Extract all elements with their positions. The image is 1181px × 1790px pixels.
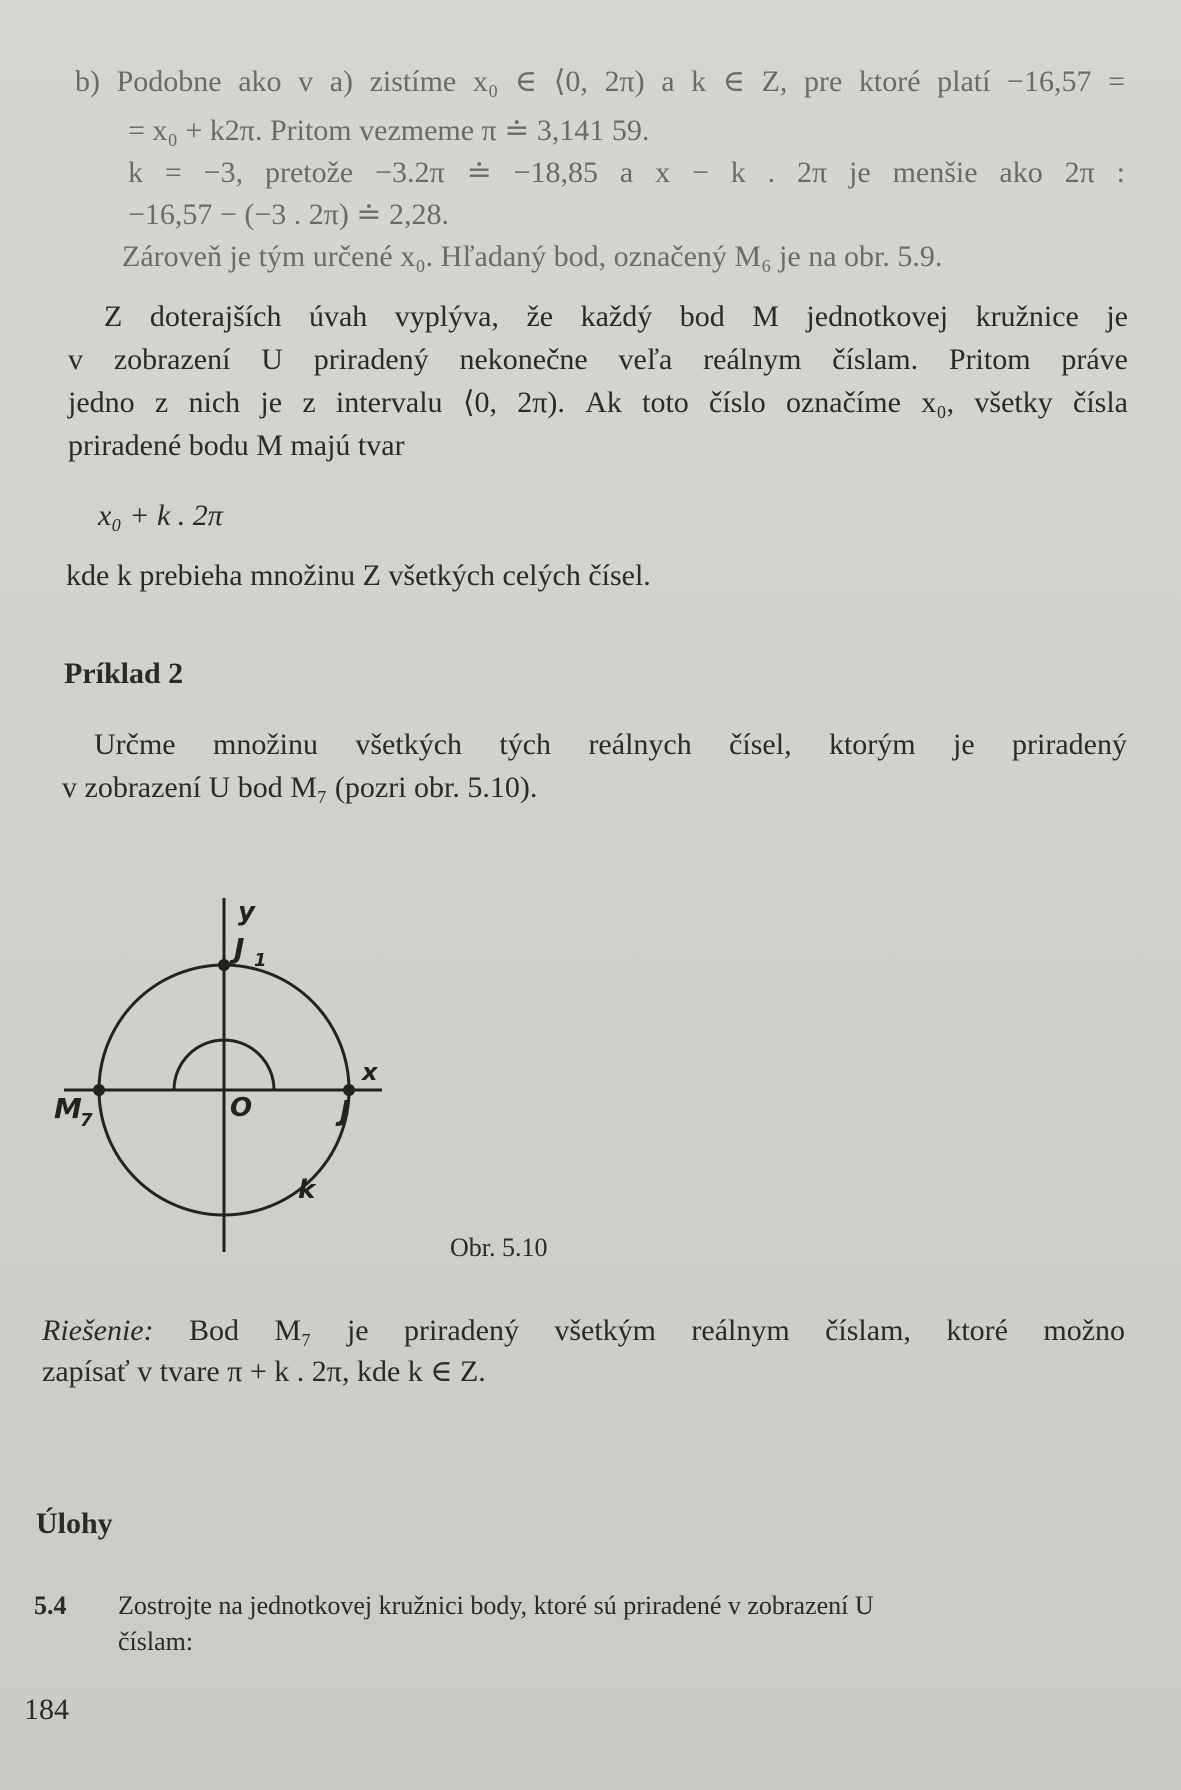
task-line-2: číslam: <box>118 1627 194 1656</box>
example-heading: Príklad 2 <box>64 657 184 690</box>
example-line-1: Určme množinu všetkých tých reálnych čísel, ktorým je priradený <box>94 728 1127 761</box>
part-b-line-1: b) Podobne ako v a) zistíme x₀ ∈ ⟨0, 2π) a k ∈ Z, pre ktoré platí −16,57 = <box>75 65 1125 98</box>
paragraph-line-1: Z doterajších úvah vyplýva, že každý bod M jednotkovej kružnice je <box>104 300 1128 333</box>
page-number: 184 <box>24 1693 69 1726</box>
figure-caption: Obr. 5.10 <box>450 1233 548 1262</box>
example-line-2: v zobrazení U bod M₇ (pozri obr. 5.10). <box>62 771 538 804</box>
paragraph-line-4: priradené bodu M majú tvar <box>68 429 405 462</box>
point-j1 <box>218 959 230 971</box>
solution-label: Riešenie: <box>42 1314 154 1347</box>
solution-line-1 <box>42 1313 1125 1349</box>
tasks-heading: Úlohy <box>36 1507 113 1540</box>
label-j1: J <box>234 932 245 965</box>
part-b-line-2: = x₀ + k2π. Pritom vezmeme π ≐ 3,141 59. <box>128 114 650 147</box>
solution-line-2: zapísať v tvare π + k . 2π, kde k ∈ Z. <box>42 1355 486 1388</box>
paragraph-line-2: v zobrazení U priradený nekonečne veľa reálnym číslam. Pritom práve <box>68 343 1128 376</box>
label-y: y <box>238 897 255 927</box>
label-k: k <box>298 1175 316 1205</box>
label-j1-sub: 1 <box>254 950 267 971</box>
label-x: x <box>362 1058 378 1086</box>
label-m7: M <box>54 1092 82 1125</box>
label-j: J <box>340 1094 351 1127</box>
task-line-1: Zostrojte na jednotkovej kružnici body, ktoré sú priradené v zobrazení U <box>118 1591 874 1620</box>
label-o: O <box>230 1093 253 1123</box>
conclusion: kde k prebieha množinu Z všetkých celých čísel. <box>66 559 651 592</box>
point-m7 <box>93 1084 105 1096</box>
label-m7-sub: 7 <box>80 1110 93 1131</box>
solution-text-1: Bod M₇ je priradený všetkým reálnym číslam, ktoré možno <box>189 1314 1126 1347</box>
part-b-line-5: Zároveň je tým určené x₀. Hľadaný bod, označený M₆ je na obr. 5.9. <box>122 240 943 273</box>
part-b-line-4: −16,57 − (−3 . 2π) ≐ 2,28. <box>128 198 450 231</box>
task-number: 5.4 <box>34 1591 67 1620</box>
unit-circle-figure <box>40 880 440 1280</box>
paragraph-line-3: jedno z nich je z intervalu ⟨0, 2π). Ak toto číslo označíme x₀, všetky čísla <box>68 386 1128 419</box>
formula: x₀ + k . 2π <box>98 499 223 532</box>
part-b-line-3: k = −3, pretože −3.2π ≐ −18,85 a x − k . 2π je menšie ako 2π : <box>128 156 1125 189</box>
